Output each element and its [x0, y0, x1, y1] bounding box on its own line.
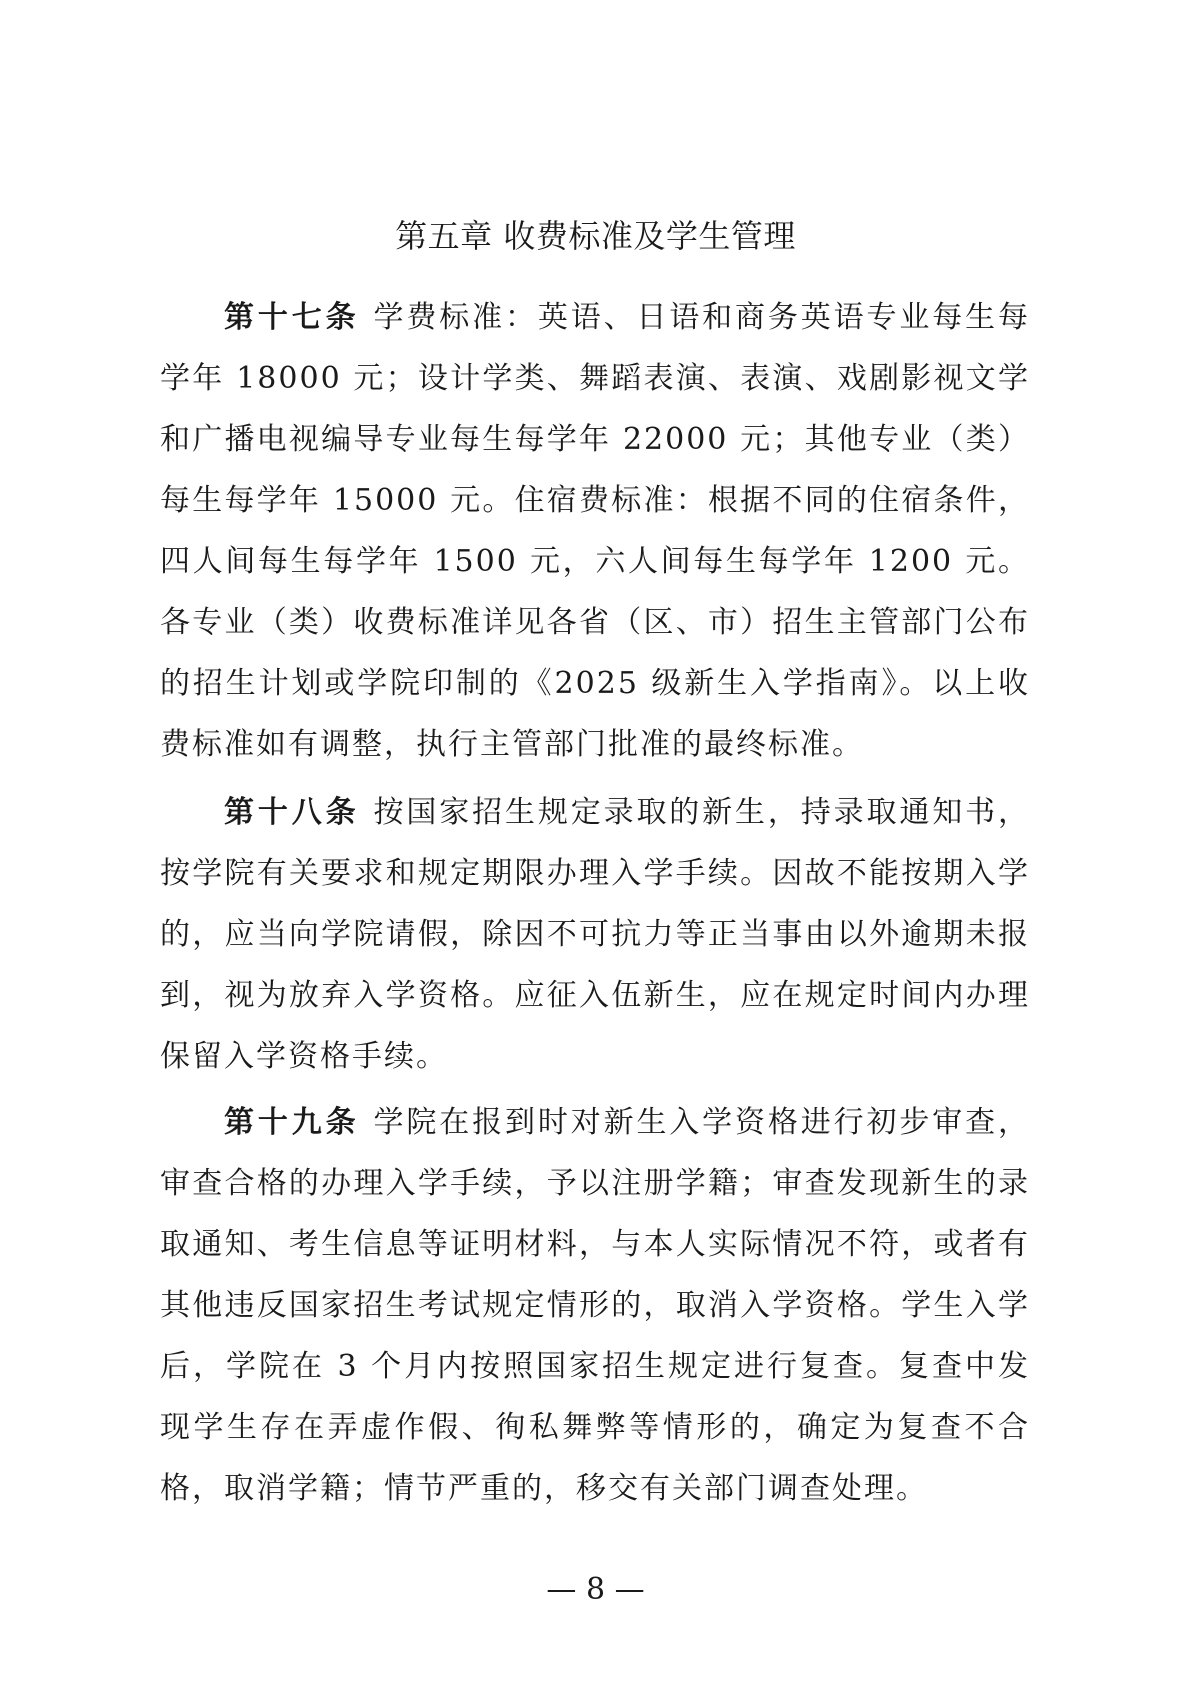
- article-17: [160, 287, 1030, 775]
- article-number: 第十七条: [224, 300, 360, 335]
- article-text: 学院在报到时对新生入学资格进行初步审查，审查合格的办理入学手续，予以注册学籍；审查发现新生的录取通知、考生信息等证明材料，与本人实际情况不符，或者有其他违反国家招生考试规定情形的，取消入学资格。学生入学后，学院在 3 个月内按照国家招生规定进行复查。复查中发现学生存在弄虚作假、徇私舞弊等情形的，确定为复查不合格，取消学籍；情节严重的，移交有关部门调查处理。: [160, 1105, 1031, 1506]
- article-number: 第十九条: [224, 1105, 360, 1140]
- chapter-title: 第五章 收费标准及学生管理: [395, 217, 796, 255]
- article-19: [160, 1092, 1030, 1519]
- article-number: 第十八条: [224, 795, 360, 830]
- article-text: 学费标准：英语、日语和商务英语专业每生每学年 18000 元；设计学类、舞蹈表演、表演、戏剧影视文学和广播电视编导专业每生每学年 22000 元；其他专业（类）每生每学年 15000 元。住宿费标准：根据不同的住宿条件，四人间每生每学年 1500 元，六人间每生每学年 1200 元。各专业（类）收费标准详见各省（区、市）招生主管部门公布的招生计划或学院印制的《2025 级新生入学指南》。以上收费标准如有调整，执行主管部门批准的最终标准。: [160, 300, 1031, 762]
- article-18: [160, 782, 1030, 1087]
- page-number: — 8 —: [546, 1572, 645, 1607]
- article-text: 按国家招生规定录取的新生，持录取通知书，按学院有关要求和规定期限办理入学手续。因故不能按期入学的，应当向学院请假，除因不可抗力等正当事由以外逾期未报到，视为放弃入学资格。应征入伍新生，应在规定时间内办理保留入学资格手续。: [160, 795, 1031, 1074]
